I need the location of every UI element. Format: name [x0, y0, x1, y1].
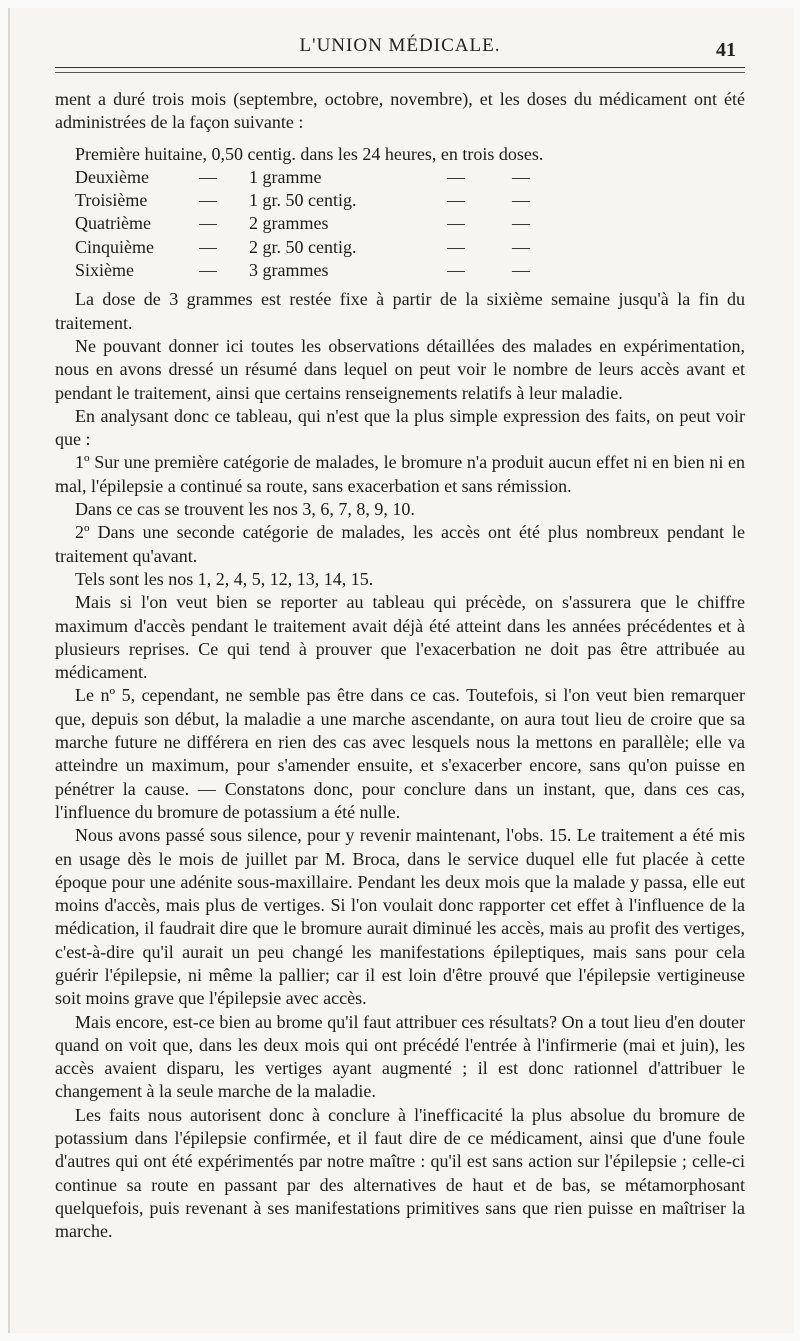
- dose-period-label: Quatrième: [75, 213, 151, 234]
- dose-amount: 1 gr. 50 centig.: [249, 190, 357, 211]
- dose-ditto-mark: —: [199, 213, 217, 234]
- dose-amount: 0,50 centig. dans les 24 heures, en trois doses.: [211, 143, 544, 164]
- paragraph-conclusion: Les faits nous autorisent donc à conclure à l'inefficacité la plus absolue du bromure de potassium dans l'épilepsie confirmée, et il faut dire de ce médicament, ainsi que d'une foule d'autres qui ont été expérimentés par notre maître : qu'il est sans action sur l'épilepsie ; celle-ci continue sa route en passant par des alternatives de haut et de bas, se métamorphosant quelquefois, puis revenant à ses manifestations primitives sans que rien puisse en maîtriser la marche.: [55, 1104, 745, 1242]
- dose-ditto-mark: —: [447, 190, 465, 211]
- dose-amount: 3 grammes: [249, 260, 329, 281]
- paragraph-intro: ment a duré trois mois (septembre, octobre, novembre), et les doses du médicament ont été administrées de la façon suivante :: [55, 89, 745, 133]
- dose-schedule-table: [75, 143, 551, 283]
- dose-amount: 2 gr. 50 centig.: [249, 236, 357, 257]
- dose-ditto-mark: —: [447, 260, 465, 281]
- dose-period-label: Sixième: [75, 260, 134, 281]
- paragraph-category-1: 1º Sur une première catégorie de malades, le bromure n'a produit aucun effet ni en bien ni en mal, l'épilepsie a continué sa route, sans exacerbation et sans rémission.: [55, 452, 745, 496]
- dose-ditto-mark: —: [512, 213, 530, 234]
- dose-ditto-mark: —: [447, 166, 465, 187]
- dose-ditto-mark: —: [512, 236, 530, 257]
- paragraph-cases-2: Tels sont les nos 1, 2, 4, 5, 12, 13, 14, 15.: [75, 568, 374, 589]
- running-title: L'UNION MÉDICALE.: [299, 35, 501, 56]
- paragraph-brome: Mais encore, est-ce bien au brome qu'il faut attribuer ces résultats? On a tout lieu d'en douter quand on voit que, dans les deux mois qui ont précédé l'entrée à l'infirmerie (mai et juin), les accès avaient disparu, les vertiges ayant augmenté ; il est donc rationnel d'attribuer le changement à la seule marche de la maladie.: [55, 1011, 745, 1102]
- paragraph-category-2: 2º Dans une seconde catégorie de malades, les accès ont été plus nombreux pendant le traitement qu'avant.: [55, 522, 745, 566]
- header-rule-secondary: [55, 72, 745, 73]
- paragraph-obs15: Nous avons passé sous silence, pour y revenir maintenant, l'obs. 15. Le traitement a été mis en usage dès le mois de juillet par M. Broca, dans le service duquel elle fut placée à cette époque pour une adénite sous-maxillaire. Pendant les deux mois que la malade y passa, elle eut moins d'accès, mais plus de vertiges. Si l'on voulait donc rapporter cet effet à l'influence de la médication, il faudrait dire que le bromure aurait diminué les accès, mais au profit des vertiges, c'est-à-dire qu'il aurait un peu changé les manifestations épileptiques, mais sans pour cela guérir l'épilepsie, ni même la pallier; car il est loin d'être prouvé que l'épilepsie vertigineuse soit moins grave que l'épilepsie avec accès.: [55, 825, 745, 1009]
- dose-ditto-mark: —: [512, 260, 530, 281]
- dose-row: [75, 166, 551, 189]
- dose-period-label: Cinquième: [75, 236, 154, 257]
- paragraph-cases-1: Dans ce cas se trouvent les nos 3, 6, 7, 8, 9, 10.: [75, 499, 415, 520]
- article-body: [55, 88, 745, 1244]
- dose-period-label: Troisième: [75, 190, 148, 211]
- paragraph-dose-fixe: La dose de 3 grammes est restée fixe à partir de la sixième semaine jusqu'à la fin du traitement.: [55, 289, 745, 333]
- dose-ditto-mark: —: [199, 190, 217, 211]
- dose-ditto-mark: —: [199, 260, 217, 281]
- page-number: 41: [716, 39, 736, 61]
- dose-ditto-mark: —: [447, 236, 465, 257]
- header-rule: [55, 67, 745, 68]
- dose-ditto-mark: —: [199, 236, 217, 257]
- dose-row: [75, 236, 551, 259]
- dose-ditto-mark: —: [512, 166, 530, 187]
- dose-row: [75, 259, 551, 282]
- dose-amount: 2 grammes: [249, 213, 329, 234]
- dose-row: [75, 189, 551, 212]
- dose-row: [75, 212, 551, 235]
- paragraph-no5: Le nº 5, cependant, ne semble pas être dans ce cas. Toutefois, si l'on veut bien remarquer que, depuis son début, la maladie a une marche ascendante, on aura tout lieu de croire que sa marche future ne différera en rien des cas avec lesquels nous la mettons en parallèle; elle va atteindre un maximum, pour s'amender ensuite, et s'exacerber encore, sans qu'on puisse en pénétrer la cause. — Constatons donc, pour conclure dans un instant, que, dans ces cas, l'influence du bromure de potassium a été nulle.: [55, 685, 745, 822]
- dose-ditto-mark: —: [199, 166, 217, 187]
- dose-amount: 1 gramme: [249, 166, 322, 187]
- running-head: [0, 35, 800, 65]
- paragraph-tableau: Mais si l'on veut bien se reporter au tableau qui précède, on s'assurera que le chiffre maximum d'accès pendant le traitement avait déjà été atteint dans les années précédentes et à plusieurs reprises. Ce qui tend à prouver que l'exacerbation ne doit pas être attribuée au médicament.: [55, 592, 745, 683]
- dose-period-label: Première huitaine,: [75, 143, 207, 164]
- dose-row: [75, 143, 551, 166]
- paragraph-resume: Ne pouvant donner ici toutes les observations détaillées des malades en expérimentation, nous en avons dressé un résumé dans lequel on peut voir le nombre de leurs accès avant et pendant le traitement, ainsi que certains renseignements relatifs à leur maladie.: [55, 335, 745, 403]
- dose-period-label: Deuxième: [75, 166, 149, 187]
- dose-ditto-mark: —: [512, 190, 530, 211]
- dose-ditto-mark: —: [447, 213, 465, 234]
- paragraph-analysant: En analysant donc ce tableau, qui n'est que la plus simple expression des faits, on peut voir que :: [55, 405, 745, 450]
